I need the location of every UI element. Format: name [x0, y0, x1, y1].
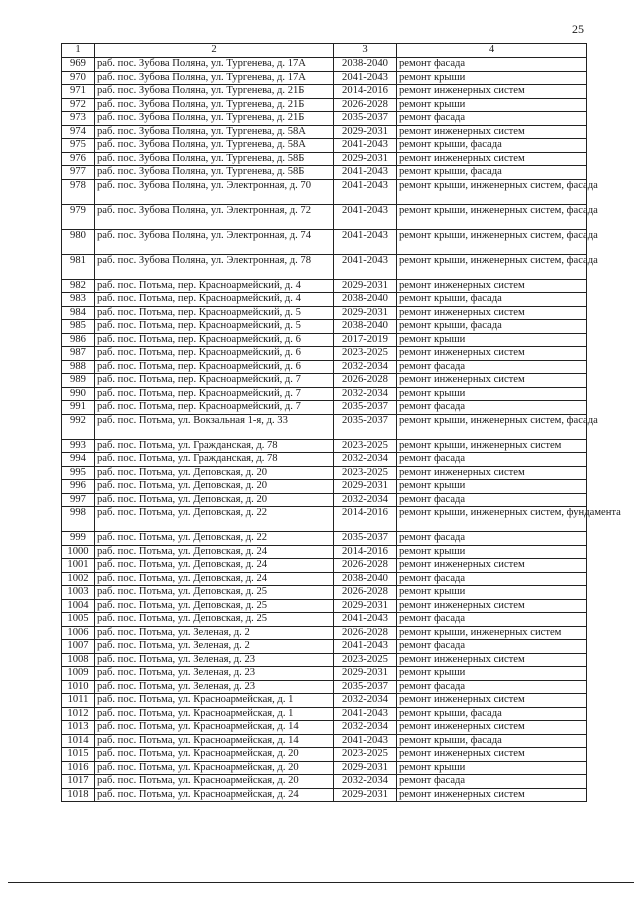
- table-row: [62, 586, 587, 600]
- work-type-cell: ремонт инженерных систем: [397, 306, 587, 320]
- period-cell: 2026-2028: [334, 559, 397, 573]
- row-number-cell: 974: [62, 125, 95, 139]
- address-cell: раб. пос. Потьма, ул. Деповская, д. 20: [95, 466, 334, 480]
- row-number-cell: 1006: [62, 626, 95, 640]
- row-number-cell: 1011: [62, 694, 95, 708]
- work-type-cell: ремонт крыши: [397, 333, 587, 347]
- work-type-cell: ремонт крыши: [397, 98, 587, 112]
- work-type-cell: ремонт фасада: [397, 493, 587, 507]
- work-type-cell: ремонт крыши, инженерных систем, фундамента: [397, 507, 587, 532]
- work-type-cell: ремонт инженерных систем: [397, 599, 587, 613]
- address-cell: раб. пос. Потьма, пер. Красноармейский, д. 5: [95, 306, 334, 320]
- period-cell: 2029-2031: [334, 788, 397, 802]
- table-row: [62, 387, 587, 401]
- address-cell: раб. пос. Зубова Поляна, ул. Тургенева, д. 58Б: [95, 152, 334, 166]
- row-number-cell: 986: [62, 333, 95, 347]
- period-cell: 2029-2031: [334, 152, 397, 166]
- page-bottom-rule: [8, 882, 634, 883]
- row-number-cell: 994: [62, 453, 95, 467]
- table-row: [62, 279, 587, 293]
- row-number-cell: 976: [62, 152, 95, 166]
- period-cell: 2035-2037: [334, 112, 397, 126]
- work-type-cell: ремонт крыши, фасада: [397, 734, 587, 748]
- table-row: [62, 306, 587, 320]
- row-number-cell: 998: [62, 507, 95, 532]
- work-type-cell: ремонт инженерных систем: [397, 347, 587, 361]
- address-cell: раб. пос. Потьма, ул. Вокзальная 1-я, д. 33: [95, 414, 334, 439]
- period-cell: 2041-2043: [334, 179, 397, 204]
- row-number-cell: 983: [62, 293, 95, 307]
- work-type-cell: ремонт фасада: [397, 680, 587, 694]
- address-cell: раб. пос. Потьма, ул. Зеленая, д. 2: [95, 640, 334, 654]
- period-cell: 2029-2031: [334, 279, 397, 293]
- period-cell: 2032-2034: [334, 453, 397, 467]
- address-cell: раб. пос. Потьма, ул. Деповская, д. 24: [95, 572, 334, 586]
- row-number-cell: 984: [62, 306, 95, 320]
- address-cell: раб. пос. Потьма, ул. Зеленая, д. 23: [95, 667, 334, 681]
- work-type-cell: ремонт инженерных систем: [397, 559, 587, 573]
- address-cell: раб. пос. Потьма, ул. Деповская, д. 22: [95, 532, 334, 546]
- address-cell: раб. пос. Потьма, ул. Красноармейская, д. 20: [95, 748, 334, 762]
- table-row: [62, 680, 587, 694]
- address-cell: раб. пос. Потьма, ул. Красноармейская, д. 1: [95, 694, 334, 708]
- period-cell: 2023-2025: [334, 748, 397, 762]
- row-number-cell: 977: [62, 166, 95, 180]
- table-row: [62, 734, 587, 748]
- table-row: [62, 640, 587, 654]
- table-row: [62, 139, 587, 153]
- address-cell: раб. пос. Зубова Поляна, ул. Тургенева, д. 21Б: [95, 98, 334, 112]
- table-row: [62, 439, 587, 453]
- work-type-cell: ремонт фасада: [397, 572, 587, 586]
- work-type-cell: ремонт инженерных систем: [397, 721, 587, 735]
- period-cell: 2014-2016: [334, 545, 397, 559]
- row-number-cell: 1015: [62, 748, 95, 762]
- address-cell: раб. пос. Потьма, пер. Красноармейский, д. 6: [95, 347, 334, 361]
- table-row: [62, 493, 587, 507]
- table-row: [62, 374, 587, 388]
- period-cell: 2032-2034: [334, 360, 397, 374]
- table-row: [62, 85, 587, 99]
- address-cell: раб. пос. Зубова Поляна, ул. Тургенева, д. 58А: [95, 125, 334, 139]
- table-row: [62, 401, 587, 415]
- period-cell: 2032-2034: [334, 694, 397, 708]
- work-type-cell: ремонт инженерных систем: [397, 694, 587, 708]
- address-cell: раб. пос. Потьма, пер. Красноармейский, д. 7: [95, 387, 334, 401]
- row-number-cell: 985: [62, 320, 95, 334]
- row-number-cell: 993: [62, 439, 95, 453]
- period-cell: 2029-2031: [334, 306, 397, 320]
- row-number-cell: 1010: [62, 680, 95, 694]
- header-col-4: 4: [397, 44, 587, 58]
- table-row: [62, 125, 587, 139]
- work-type-cell: ремонт инженерных систем: [397, 788, 587, 802]
- work-type-cell: ремонт крыши: [397, 71, 587, 85]
- address-cell: раб. пос. Потьма, ул. Деповская, д. 24: [95, 545, 334, 559]
- period-cell: 2032-2034: [334, 721, 397, 735]
- table-row: [62, 626, 587, 640]
- page-number: 25: [572, 22, 584, 36]
- work-type-cell: ремонт крыши: [397, 387, 587, 401]
- row-number-cell: 981: [62, 254, 95, 279]
- row-number-cell: 1014: [62, 734, 95, 748]
- row-number-cell: 1009: [62, 667, 95, 681]
- address-cell: раб. пос. Потьма, пер. Красноармейский, д. 7: [95, 374, 334, 388]
- row-number-cell: 996: [62, 480, 95, 494]
- work-type-cell: ремонт фасада: [397, 360, 587, 374]
- address-cell: раб. пос. Зубова Поляна, ул. Электронная, д. 70: [95, 179, 334, 204]
- period-cell: 2038-2040: [334, 293, 397, 307]
- table-row: [62, 613, 587, 627]
- row-number-cell: 1004: [62, 599, 95, 613]
- address-cell: раб. пос. Потьма, ул. Гражданская, д. 78: [95, 453, 334, 467]
- work-type-cell: ремонт фасада: [397, 775, 587, 789]
- address-cell: раб. пос. Зубова Поляна, ул. Тургенева, д. 21Б: [95, 85, 334, 99]
- row-number-cell: 995: [62, 466, 95, 480]
- header-col-2: 2: [95, 44, 334, 58]
- row-number-cell: 1017: [62, 775, 95, 789]
- repair-schedule-table: [61, 43, 621, 802]
- address-cell: раб. пос. Потьма, ул. Деповская, д. 25: [95, 599, 334, 613]
- work-type-cell: ремонт фасада: [397, 532, 587, 546]
- work-type-cell: ремонт фасада: [397, 640, 587, 654]
- row-number-cell: 972: [62, 98, 95, 112]
- table-row: [62, 748, 587, 762]
- table-row: [62, 572, 587, 586]
- period-cell: 2014-2016: [334, 507, 397, 532]
- address-cell: раб. пос. Потьма, пер. Красноармейский, д. 6: [95, 360, 334, 374]
- table-row: [62, 58, 587, 72]
- table-row: [62, 229, 587, 254]
- table-row: [62, 545, 587, 559]
- address-cell: раб. пос. Зубова Поляна, ул. Электронная, д. 78: [95, 254, 334, 279]
- period-cell: 2041-2043: [334, 166, 397, 180]
- period-cell: 2041-2043: [334, 613, 397, 627]
- table-row: [62, 466, 587, 480]
- table-row: [62, 694, 587, 708]
- work-type-cell: ремонт крыши: [397, 480, 587, 494]
- period-cell: 2041-2043: [334, 139, 397, 153]
- address-cell: раб. пос. Потьма, ул. Деповская, д. 25: [95, 613, 334, 627]
- work-type-cell: ремонт инженерных систем: [397, 125, 587, 139]
- header-row: [62, 44, 587, 58]
- row-number-cell: 1001: [62, 559, 95, 573]
- work-type-cell: ремонт крыши: [397, 667, 587, 681]
- address-cell: раб. пос. Потьма, пер. Красноармейский, д. 5: [95, 320, 334, 334]
- period-cell: 2041-2043: [334, 734, 397, 748]
- table-row: [62, 112, 587, 126]
- address-cell: раб. пос. Потьма, ул. Красноармейская, д. 14: [95, 721, 334, 735]
- row-number-cell: 1007: [62, 640, 95, 654]
- period-cell: 2035-2037: [334, 414, 397, 439]
- address-cell: раб. пос. Зубова Поляна, ул. Электронная, д. 72: [95, 204, 334, 229]
- address-cell: раб. пос. Потьма, ул. Красноармейская, д. 14: [95, 734, 334, 748]
- row-number-cell: 1016: [62, 761, 95, 775]
- work-type-cell: ремонт крыши: [397, 586, 587, 600]
- header-col-1: 1: [62, 44, 95, 58]
- period-cell: 2029-2031: [334, 125, 397, 139]
- address-cell: раб. пос. Потьма, ул. Деповская, д. 20: [95, 493, 334, 507]
- work-type-cell: ремонт крыши, фасада: [397, 707, 587, 721]
- work-type-cell: ремонт фасада: [397, 613, 587, 627]
- period-cell: 2038-2040: [334, 320, 397, 334]
- address-cell: раб. пос. Потьма, ул. Красноармейская, д. 20: [95, 775, 334, 789]
- table-row: [62, 293, 587, 307]
- work-type-cell: ремонт крыши, инженерных систем, фасада: [397, 254, 587, 279]
- table-body: [62, 58, 621, 802]
- row-number-cell: 1002: [62, 572, 95, 586]
- work-type-cell: ремонт инженерных систем: [397, 374, 587, 388]
- period-cell: 2032-2034: [334, 775, 397, 789]
- table-row: [62, 152, 587, 166]
- table-row: [62, 761, 587, 775]
- table-row: [62, 98, 587, 112]
- row-number-cell: 1003: [62, 586, 95, 600]
- row-number-cell: 979: [62, 204, 95, 229]
- work-type-cell: ремонт крыши, инженерных систем, фасада: [397, 414, 587, 439]
- work-type-cell: ремонт инженерных систем: [397, 152, 587, 166]
- work-type-cell: ремонт инженерных систем: [397, 466, 587, 480]
- row-number-cell: 1013: [62, 721, 95, 735]
- period-cell: 2029-2031: [334, 761, 397, 775]
- table-row: [62, 532, 587, 546]
- address-cell: раб. пос. Потьма, ул. Красноармейская, д. 20: [95, 761, 334, 775]
- table-row: [62, 653, 587, 667]
- period-cell: 2026-2028: [334, 98, 397, 112]
- header-col-3: 3: [334, 44, 397, 58]
- period-cell: 2029-2031: [334, 599, 397, 613]
- address-cell: раб. пос. Зубова Поляна, ул. Тургенева, д. 17А: [95, 58, 334, 72]
- work-type-cell: ремонт фасада: [397, 58, 587, 72]
- table-row: [62, 480, 587, 494]
- row-number-cell: 978: [62, 179, 95, 204]
- period-cell: 2029-2031: [334, 667, 397, 681]
- work-type-cell: ремонт крыши, инженерных систем: [397, 439, 587, 453]
- row-number-cell: 982: [62, 279, 95, 293]
- table-row: [62, 721, 587, 735]
- address-cell: раб. пос. Потьма, ул. Зеленая, д. 23: [95, 653, 334, 667]
- row-number-cell: 1018: [62, 788, 95, 802]
- address-cell: раб. пос. Потьма, ул. Деповская, д. 20: [95, 480, 334, 494]
- work-type-cell: ремонт инженерных систем: [397, 85, 587, 99]
- work-type-cell: ремонт крыши, инженерных систем, фасада: [397, 204, 587, 229]
- table-row: [62, 707, 587, 721]
- row-number-cell: 973: [62, 112, 95, 126]
- period-cell: 2023-2025: [334, 439, 397, 453]
- address-cell: раб. пос. Потьма, пер. Красноармейский, д. 6: [95, 333, 334, 347]
- address-cell: раб. пос. Потьма, ул. Деповская, д. 22: [95, 507, 334, 532]
- period-cell: 2035-2037: [334, 680, 397, 694]
- table-row: [62, 453, 587, 467]
- address-cell: раб. пос. Зубова Поляна, ул. Тургенева, д. 58А: [95, 139, 334, 153]
- work-type-cell: ремонт фасада: [397, 453, 587, 467]
- row-number-cell: 991: [62, 401, 95, 415]
- address-cell: раб. пос. Зубова Поляна, ул. Тургенева, д. 17А: [95, 71, 334, 85]
- period-cell: 2038-2040: [334, 58, 397, 72]
- table-row: [62, 71, 587, 85]
- address-cell: раб. пос. Потьма, пер. Красноармейский, д. 4: [95, 293, 334, 307]
- period-cell: 2026-2028: [334, 626, 397, 640]
- table-row: [62, 320, 587, 334]
- row-number-cell: 975: [62, 139, 95, 153]
- work-type-cell: ремонт инженерных систем: [397, 748, 587, 762]
- table-row: [62, 507, 587, 532]
- period-cell: 2017-2019: [334, 333, 397, 347]
- period-cell: 2041-2043: [334, 707, 397, 721]
- row-number-cell: 989: [62, 374, 95, 388]
- row-number-cell: 970: [62, 71, 95, 85]
- period-cell: 2023-2025: [334, 653, 397, 667]
- row-number-cell: 1005: [62, 613, 95, 627]
- row-number-cell: 992: [62, 414, 95, 439]
- table-row: [62, 788, 587, 802]
- work-type-cell: ремонт крыши, фасада: [397, 293, 587, 307]
- work-type-cell: ремонт крыши, инженерных систем: [397, 626, 587, 640]
- table-row: [62, 254, 587, 279]
- work-type-cell: ремонт инженерных систем: [397, 653, 587, 667]
- row-number-cell: 999: [62, 532, 95, 546]
- period-cell: 2038-2040: [334, 572, 397, 586]
- work-type-cell: ремонт фасада: [397, 112, 587, 126]
- work-type-cell: ремонт крыши: [397, 761, 587, 775]
- row-number-cell: 987: [62, 347, 95, 361]
- work-type-cell: ремонт фасада: [397, 401, 587, 415]
- row-number-cell: 1012: [62, 707, 95, 721]
- row-number-cell: 971: [62, 85, 95, 99]
- table-row: [62, 179, 587, 204]
- period-cell: 2041-2043: [334, 204, 397, 229]
- row-number-cell: 997: [62, 493, 95, 507]
- work-type-cell: ремонт крыши, фасада: [397, 166, 587, 180]
- period-cell: 2041-2043: [334, 254, 397, 279]
- address-cell: раб. пос. Зубова Поляна, ул. Электронная, д. 74: [95, 229, 334, 254]
- address-cell: раб. пос. Потьма, пер. Красноармейский, д. 7: [95, 401, 334, 415]
- work-type-cell: ремонт крыши, фасада: [397, 139, 587, 153]
- period-cell: 2035-2037: [334, 532, 397, 546]
- period-cell: 2032-2034: [334, 387, 397, 401]
- address-cell: раб. пос. Потьма, ул. Красноармейская, д. 24: [95, 788, 334, 802]
- period-cell: 2041-2043: [334, 229, 397, 254]
- address-cell: раб. пос. Потьма, ул. Деповская, д. 24: [95, 559, 334, 573]
- work-type-cell: ремонт крыши, инженерных систем, фасада: [397, 229, 587, 254]
- table-row: [62, 559, 587, 573]
- address-cell: раб. пос. Потьма, ул. Гражданская, д. 78: [95, 439, 334, 453]
- row-number-cell: 988: [62, 360, 95, 374]
- address-cell: раб. пос. Потьма, пер. Красноармейский, д. 4: [95, 279, 334, 293]
- address-cell: раб. пос. Зубова Поляна, ул. Тургенева, д. 21Б: [95, 112, 334, 126]
- table-row: [62, 347, 587, 361]
- period-cell: 2041-2043: [334, 71, 397, 85]
- table-row: [62, 414, 587, 439]
- table-row: [62, 599, 587, 613]
- period-cell: 2023-2025: [334, 347, 397, 361]
- work-type-cell: ремонт крыши, фасада: [397, 320, 587, 334]
- address-cell: раб. пос. Зубова Поляна, ул. Тургенева, д. 58Б: [95, 166, 334, 180]
- row-number-cell: 1008: [62, 653, 95, 667]
- period-cell: 2029-2031: [334, 480, 397, 494]
- period-cell: 2032-2034: [334, 493, 397, 507]
- work-type-cell: ремонт крыши, инженерных систем, фасада: [397, 179, 587, 204]
- row-number-cell: 969: [62, 58, 95, 72]
- period-cell: 2026-2028: [334, 586, 397, 600]
- table-row: [62, 166, 587, 180]
- period-cell: 2041-2043: [334, 640, 397, 654]
- table-row: [62, 667, 587, 681]
- period-cell: 2026-2028: [334, 374, 397, 388]
- period-cell: 2023-2025: [334, 466, 397, 480]
- address-cell: раб. пос. Потьма, ул. Красноармейская, д. 1: [95, 707, 334, 721]
- table-row: [62, 775, 587, 789]
- row-number-cell: 990: [62, 387, 95, 401]
- table-row: [62, 360, 587, 374]
- address-cell: раб. пос. Потьма, ул. Зеленая, д. 2: [95, 626, 334, 640]
- address-cell: раб. пос. Потьма, ул. Зеленая, д. 23: [95, 680, 334, 694]
- work-type-cell: ремонт крыши: [397, 545, 587, 559]
- table-row: [62, 333, 587, 347]
- table-row: [62, 204, 587, 229]
- work-type-cell: ремонт инженерных систем: [397, 279, 587, 293]
- row-number-cell: 1000: [62, 545, 95, 559]
- period-cell: 2014-2016: [334, 85, 397, 99]
- address-cell: раб. пос. Потьма, ул. Деповская, д. 25: [95, 586, 334, 600]
- period-cell: 2035-2037: [334, 401, 397, 415]
- row-number-cell: 980: [62, 229, 95, 254]
